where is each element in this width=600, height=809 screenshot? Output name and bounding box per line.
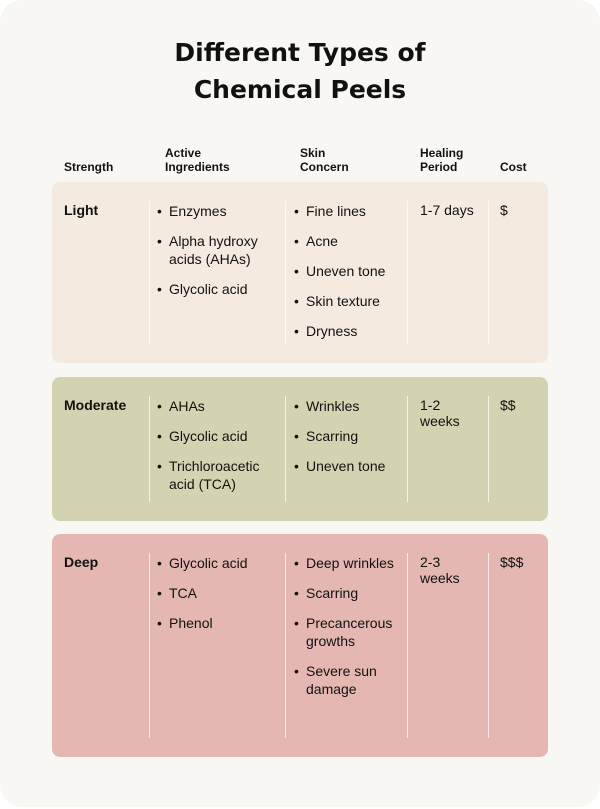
- concern-item: • Uneven tone: [294, 262, 404, 280]
- ingredients-list: [157, 202, 277, 310]
- concern-item: • Wrinkles: [294, 397, 404, 415]
- header-healing-period: [420, 146, 463, 174]
- row-moderate: [52, 377, 548, 521]
- column-divider: [285, 201, 286, 344]
- healing-period: 1-2 weeks: [420, 397, 460, 429]
- concerns-list: [294, 202, 404, 352]
- ingredients-list: [157, 554, 277, 644]
- ingredient-item: • Alpha hydroxy acids (AHAs): [157, 232, 277, 268]
- ingredient-item: • Enzymes: [157, 202, 277, 220]
- column-divider: [488, 201, 489, 344]
- header-ingredients-line-2: Ingredients: [165, 160, 230, 174]
- concerns-list: [294, 397, 404, 487]
- column-divider: [149, 553, 150, 738]
- healing-period: 2-3 weeks: [420, 554, 460, 586]
- column-divider: [407, 396, 408, 502]
- header-strength: [64, 160, 113, 174]
- header-healing-line-1: Healing: [420, 146, 464, 160]
- ingredient-item: • Glycolic acid: [157, 280, 277, 298]
- header-cost-label: Cost: [500, 160, 527, 174]
- header-concern-line-2: Concern: [300, 160, 349, 174]
- ingredient-item: • TCA: [157, 584, 277, 602]
- column-divider: [407, 201, 408, 344]
- concerns-list: [294, 554, 404, 710]
- cost-value: $$: [500, 397, 516, 413]
- column-divider: [285, 553, 286, 738]
- concern-item: • Acne: [294, 232, 404, 250]
- concern-item: • Fine lines: [294, 202, 404, 220]
- strength-label: Deep: [64, 554, 99, 570]
- row-deep: [52, 534, 548, 757]
- header-skin-concern: [300, 146, 349, 174]
- healing-period: 1-7 days: [420, 202, 474, 218]
- concern-item: • Severe sun damage: [294, 662, 404, 698]
- column-divider: [149, 201, 150, 344]
- concern-item: • Precancerous growths: [294, 614, 404, 650]
- column-divider: [488, 553, 489, 738]
- title-line-1: Different Types of: [174, 38, 426, 67]
- page-title: [0, 34, 600, 108]
- ingredient-item: • Glycolic acid: [157, 554, 277, 572]
- column-divider: [488, 396, 489, 502]
- cost-value: $$$: [500, 554, 524, 570]
- header-active-ingredients: [165, 146, 230, 174]
- concern-item: • Uneven tone: [294, 457, 404, 475]
- cost-value: $: [500, 202, 508, 218]
- row-light: [52, 182, 548, 363]
- ingredient-item: • Trichloroacetic acid (TCA): [157, 457, 277, 493]
- strength-label: Light: [64, 202, 99, 218]
- column-divider: [285, 396, 286, 502]
- header-concern-line-1: Skin: [300, 146, 326, 160]
- column-divider: [149, 396, 150, 502]
- header-cost: [500, 160, 527, 174]
- ingredient-item: • Glycolic acid: [157, 427, 277, 445]
- concern-item: • Scarring: [294, 427, 404, 445]
- strength-label: Moderate: [64, 397, 127, 413]
- concern-item: • Scarring: [294, 584, 404, 602]
- concern-item: • Skin texture: [294, 292, 404, 310]
- title-line-2: Chemical Peels: [193, 75, 407, 104]
- concern-item: • Dryness: [294, 322, 404, 340]
- header-strength-label: Strength: [64, 160, 114, 174]
- ingredients-list: [157, 397, 277, 505]
- concern-item: • Deep wrinkles: [294, 554, 404, 572]
- column-divider: [407, 553, 408, 738]
- ingredient-item: • Phenol: [157, 614, 277, 632]
- header-ingredients-line-1: Active: [165, 146, 202, 160]
- header-healing-line-2: Period: [420, 160, 458, 174]
- ingredient-item: • AHAs: [157, 397, 277, 415]
